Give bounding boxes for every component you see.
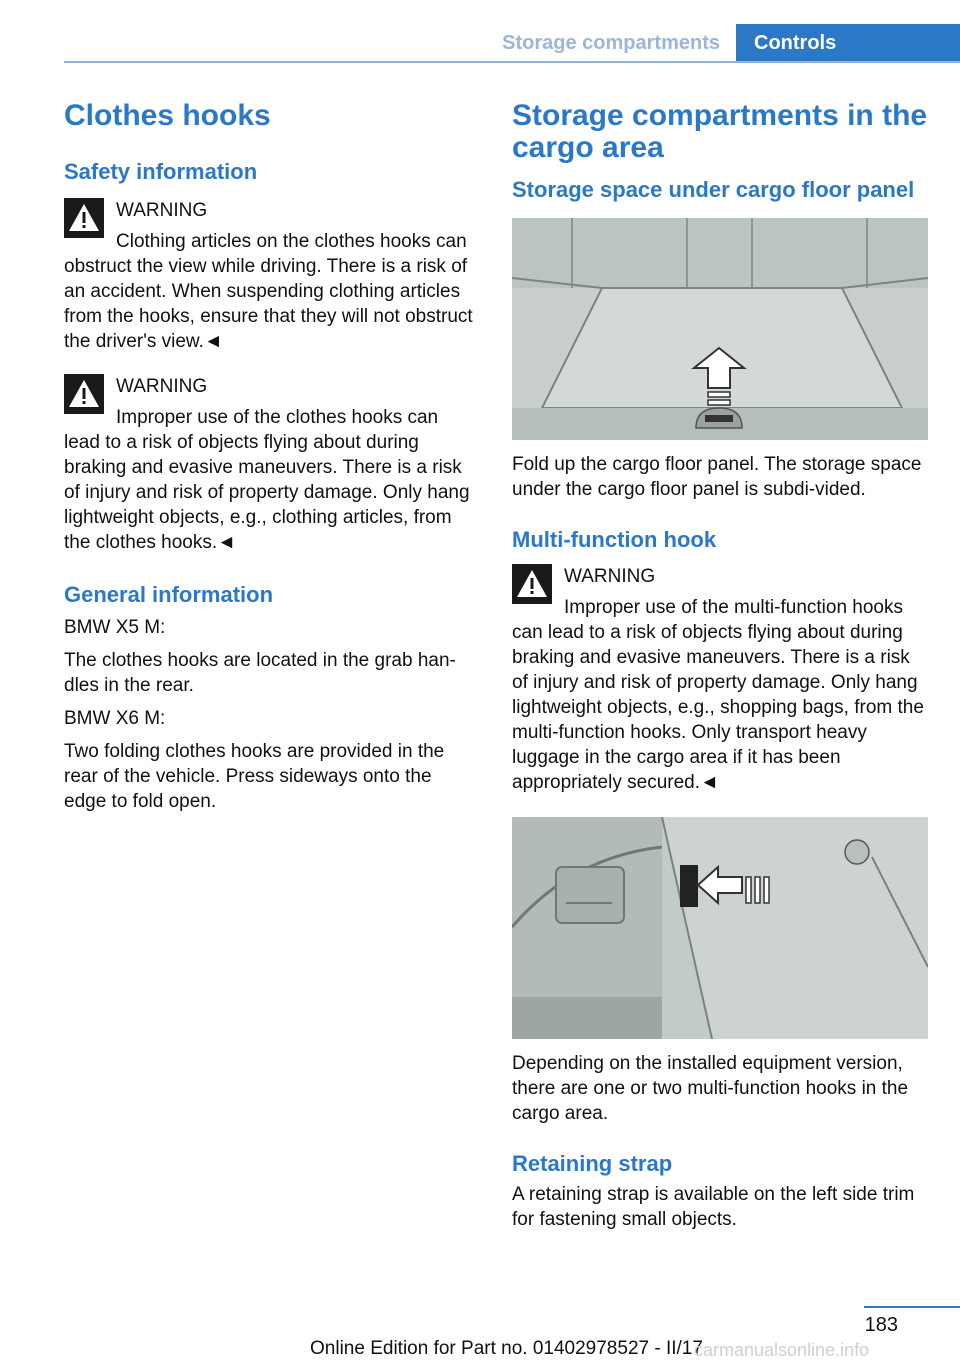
bmw-x6m-label: BMW X6 M: (64, 708, 166, 729)
clothes-hooks-title: Clothes hooks (64, 99, 271, 132)
retaining-strap-heading: Retaining strap (512, 1151, 673, 1176)
cargo-storage-title: Storage compartments in the cargo area (512, 99, 928, 164)
warning-block-1 (64, 198, 478, 354)
general-information-heading: General information (64, 582, 274, 607)
footer-edition-text: Online Edition for Part no. 01402978527 - II/17 (310, 1338, 703, 1359)
bmw-x6m-text: Two folding clothes hooks are provided in the rear of the vehicle. Press sideways onto the edge to fold open. (64, 741, 445, 812)
warning-text: Improper use of the clothes hooks can lead to a risk of objects flying about during braking and evasive maneuvers. There is a risk of injury and risk of property damage. Only hang lightweight objects, e.g., clothing articles, from the clothes hooks.◄ (64, 407, 470, 553)
retaining-strap-text: A retaining strap is available on the left side trim for fastening small objects. (512, 1184, 915, 1230)
header-section-tab: Storage compartments (502, 32, 720, 54)
warning-triangle-icon (64, 198, 104, 238)
cargo-floor-heading: Storage space under cargo floor panel (512, 177, 915, 202)
bmw-x5m-text: The clothes hooks are located in the grab han‐dles in the rear. (64, 650, 456, 696)
warning-block-2 (64, 374, 478, 555)
multi-function-hook-text: Depending on the installed equipment version, there are one or two multi-function hooks in the cargo area. (512, 1053, 909, 1124)
header-chapter-tab: Controls (736, 24, 960, 62)
warning-block-3 (512, 564, 928, 795)
warning-label: WARNING (116, 376, 208, 397)
cargo-floor-photo (512, 218, 928, 440)
warning-label: WARNING (564, 566, 656, 587)
right-column (512, 100, 928, 1232)
bmw-x5m-label: BMW X5 M: (64, 617, 166, 638)
warning-text: Improper use of the multi-function hooks can lead to a risk of objects flying about during braking and evasive maneuvers. There is a risk of injury and risk of property damage. Only hang lightweight objects, e.g., shopping bags, from the multi-function hooks. Only transport heavy luggage in the cargo area if it has been appropriately secured.◄ (512, 597, 924, 793)
left-column (64, 100, 478, 814)
warning-triangle-icon (64, 374, 104, 414)
warning-label: WARNING (116, 200, 208, 221)
page-number: 183 (864, 1314, 898, 1336)
cargo-floor-text: Fold up the cargo floor panel. The storage space under the cargo floor panel is subdi‐vided. (512, 454, 922, 500)
multi-function-hook-photo (512, 817, 928, 1039)
header-rule (64, 61, 960, 63)
safety-information-heading: Safety information (64, 159, 258, 184)
footer-rule (864, 1306, 960, 1308)
warning-triangle-icon (512, 564, 552, 604)
watermark-text: carmanualsonline.info (694, 1340, 870, 1360)
multi-function-hook-heading: Multi-function hook (512, 527, 717, 552)
warning-text: Clothing articles on the clothes hooks can obstruct the view while driving. There is a risk of an accident. When suspending clothing articles from the hooks, ensure that they will not obstruct the driver's view.◄ (64, 231, 473, 352)
